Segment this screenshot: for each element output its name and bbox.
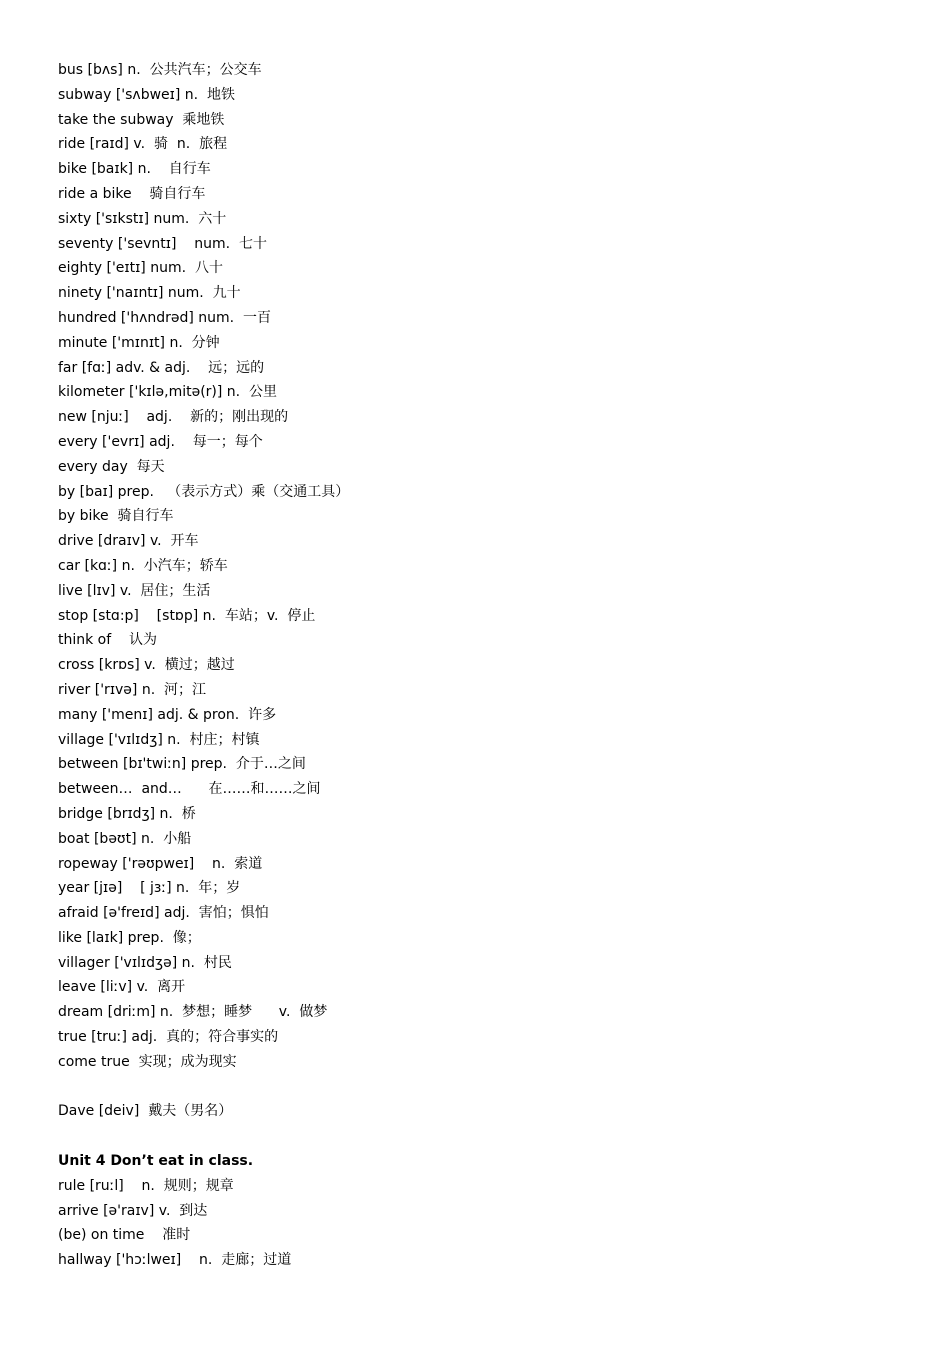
vocab-list-unit4 [58, 1174, 898, 1273]
vocab-entry: new [njuː] adj. 新的；刚出现的 [58, 409, 289, 426]
blank-line [58, 1075, 898, 1100]
vocab-entry: bus [bʌs] n. 公共汽车；公交车 [58, 62, 262, 78]
vocab-entry: like [laɪk] prep. 像； [58, 929, 201, 946]
vocab-entry: river ['rɪvə] n. 河；江 [58, 681, 207, 698]
vocab-list-transport [58, 58, 898, 1075]
name-entry: Dave [deiv] 戴夫（男名） [58, 1103, 233, 1120]
vocab-entry: ropeway ['rəʊpweɪ] n. 索道 [58, 855, 263, 872]
vocab-entry: bike [baɪk] n. 自行车 [58, 161, 211, 178]
vocab-entry: villager ['vɪlɪdʒə] n. 村民 [58, 954, 232, 971]
vocab-entry: ride a bike 骑自行车 [58, 185, 206, 202]
vocab-entry: arrive [ə'raɪv] v. 到达 [58, 1202, 208, 1219]
vocab-entry: year [jɪə] [ jɜː] n. 年；岁 [58, 880, 241, 897]
vocab-entry: village ['vɪlɪdʒ] n. 村庄；村镇 [58, 731, 260, 748]
vocab-entry: minute ['mɪnɪt] n. 分钟 [58, 334, 220, 351]
vocab-entry: by [baɪ] prep. （表示方式）乘（交通工具） [58, 483, 350, 500]
vocab-entry: hundred ['hʌndrəd] num. 一百 [58, 309, 272, 326]
vocab-entry: think of 认为 [58, 632, 157, 649]
vocab-entry: ninety ['naɪntɪ] num. 九十 [58, 285, 241, 302]
vocab-entry: between [bɪ'twiːn] prep. 介于…之间 [58, 756, 306, 773]
vocab-entry: (be) on time 准时 [58, 1227, 191, 1244]
vocab-entry: boat [bəʊt] n. 小船 [58, 830, 192, 847]
vocab-entry: cross [krɒs] v. 横过；越过 [58, 657, 235, 674]
vocab-entry: every ['evrɪ] adj. 每一；每个 [58, 433, 263, 450]
vocab-entry: by bike 骑自行车 [58, 508, 174, 525]
document-page [58, 58, 898, 1273]
vocab-entry: take the subway 乘地铁 [58, 111, 225, 128]
vocab-entry: leave [liːv] v. 离开 [58, 979, 186, 996]
unit-heading: Unit 4 Don’t eat in class. [58, 1153, 254, 1170]
vocab-entry: bridge [brɪdʒ] n. 桥 [58, 805, 196, 822]
vocab-entry: sixty ['sɪkstɪ] num. 六十 [58, 210, 227, 227]
vocab-entry: subway ['sʌbweɪ] n. 地铁 [58, 86, 235, 103]
vocab-entry: dream [driːm] n. 梦想；睡梦 v. 做梦 [58, 1004, 328, 1021]
vocab-entry: true [truː] adj. 真的；符合事实的 [58, 1029, 279, 1046]
vocab-entry: rule [ruːl] n. 规则；规章 [58, 1177, 234, 1194]
vocab-entry: stop [stɑ:p] [stɒp] n. 车站；v. 停止 [58, 607, 316, 624]
vocab-entry: live [lɪv] v. 居住；生活 [58, 582, 211, 599]
vocab-entry: hallway ['hɔːlweɪ] n. 走廊；过道 [58, 1252, 292, 1269]
vocab-entry: car [kɑː] n. 小汽车；轿车 [58, 557, 228, 574]
vocab-entry: far [fɑː] adv. & adj. 远；远的 [58, 359, 265, 376]
vocab-entry: come true 实现；成为现实 [58, 1053, 237, 1070]
vocab-entry: drive [draɪv] v. 开车 [58, 533, 199, 550]
vocab-entry: afraid [ə'freɪd] adj. 害怕；惧怕 [58, 905, 269, 922]
vocab-entry: ride [raɪd] v. 骑 n. 旅程 [58, 136, 228, 153]
vocab-entry: kilometer ['kɪlə,mitə(r)] n. 公里 [58, 384, 278, 401]
vocab-entry: eighty ['eɪtɪ] num. 八十 [58, 260, 223, 277]
vocab-entry: between… and… 在……和……之间 [58, 781, 321, 798]
vocab-entry: many ['menɪ] adj. & pron. 许多 [58, 706, 277, 723]
vocab-entry: every day 每天 [58, 458, 165, 475]
vocab-entry: seventy ['sevntɪ] num. 七十 [58, 235, 267, 252]
blank-line [58, 1124, 898, 1149]
